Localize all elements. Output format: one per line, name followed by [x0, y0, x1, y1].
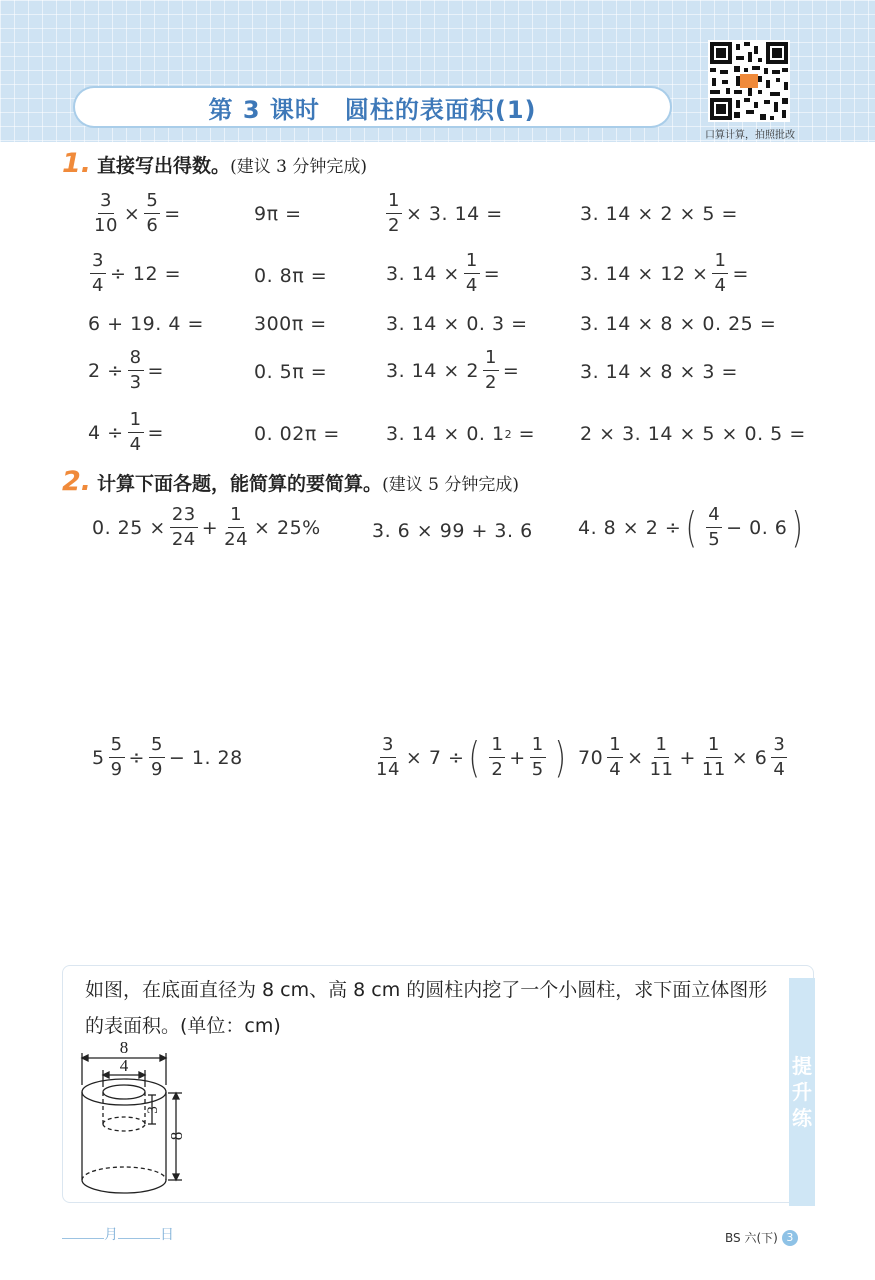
- footer-date: 月 日: [62, 1224, 174, 1244]
- section-2-title: 2. 计算下面各题，能简算的要简算。(建议 5 分钟完成): [62, 466, 519, 497]
- exercise-1-r1c1: $\frac{3}{10}$ × $\frac{5}{6}$ =: [94, 190, 181, 236]
- exercise-2-p4: 5 $\frac{5}{9}$ ÷ $\frac{5}{9}$ − 1. 28: [92, 734, 243, 780]
- grade-label: BS 六(下): [725, 1231, 778, 1245]
- exercise-1-r4c1: 2 ÷ $\frac{8}{3}$ =: [88, 347, 164, 393]
- exercise-2-p3: 4. 8 × 2 ÷ ( $\frac{4}{5}$ − 0. 6 ): [578, 502, 804, 552]
- exercise-1-r2c2: 0. 8π =: [254, 265, 328, 287]
- section-1-title: 1. 直接写出得数。(建议 3 分钟完成): [62, 148, 367, 179]
- footer-page-info: [725, 1229, 798, 1246]
- exercise-2-p6: 70 $\frac{1}{4}$ × $\frac{1}{11}$ + $\frac{1}{11}$ × 6 $\frac{3}{4}$: [578, 734, 786, 780]
- exercise-2-p1: 0. 25 × $\frac{23}{24}$ + $\frac{1}{24}$ × 25%: [92, 504, 321, 550]
- exercise-1-r3c2: 300π =: [254, 313, 327, 335]
- exercise-2-p2: 3. 6 × 99 + 3. 6: [372, 520, 533, 542]
- exercise-1-r2c4: 3. 14 × 12 × $\frac{1}{4}$ =: [580, 250, 749, 296]
- label-inner-depth: 3: [145, 1106, 161, 1114]
- page-number: 3: [782, 1230, 798, 1246]
- exercise-1-r3c3: 3. 14 × 0. 3 =: [386, 313, 528, 335]
- exercise-1-r1c3: $\frac{1}{2}$ × 3. 14 =: [388, 190, 503, 236]
- exercise-1-r5c2: 0. 02π =: [254, 423, 340, 445]
- hollow-cylinder-diagram: [70, 1035, 200, 1200]
- side-tab-practice: 提 升 练: [789, 978, 815, 1206]
- label-outer-diameter: 8: [119, 1038, 129, 1057]
- exercise-1-r4c3: 3. 14 × 2 $\frac{1}{2}$ =: [386, 347, 520, 393]
- exercise-1-r1c2: 9π =: [254, 203, 302, 225]
- label-inner-diameter: 4: [119, 1056, 129, 1075]
- lesson-title-banner: [75, 88, 670, 126]
- exercise-1-r5c3: 3. 14 × 0. 1 2 =: [386, 423, 536, 445]
- exercise-1-r3c4: 3. 14 × 8 × 0. 25 =: [580, 313, 777, 335]
- lesson-title: 第 3 课时 圆柱的表面积(1): [208, 95, 537, 124]
- exercise-1-r4c2: 0. 5π =: [254, 361, 328, 383]
- label-height: 8: [167, 1131, 186, 1141]
- exercise-1-r4c4: 3. 14 × 8 × 3 =: [580, 361, 738, 383]
- application-problem-text: 如图，在底面直径为 8 cm、高 8 cm 的圆柱内挖了一个小圆柱，求下面立体图形的表面积。(单位：cm): [85, 979, 768, 1037]
- exercise-1-r2c1: $\frac{3}{4}$ ÷ 12 =: [92, 250, 182, 296]
- exercise-1-r2c3: 3. 14 × $\frac{1}{4}$ =: [386, 250, 501, 296]
- exercise-2-p5: $\frac{3}{14}$ × 7 ÷ ( $\frac{1}{2}$ + $\frac{1}{5}$ ): [376, 732, 566, 782]
- exercise-1-r3c1: 6 + 19. 4 =: [88, 313, 204, 335]
- exercise-1-r1c4: 3. 14 × 2 × 5 =: [580, 203, 738, 225]
- qr-caption: 口算计算，拍照批改: [705, 130, 795, 141]
- exercise-1-r5c4: 2 × 3. 14 × 5 × 0. 5 =: [580, 423, 806, 445]
- exercise-1-r5c1: 4 ÷ $\frac{1}{4}$ =: [88, 409, 164, 455]
- qr-code-icon[interactable]: [708, 40, 790, 122]
